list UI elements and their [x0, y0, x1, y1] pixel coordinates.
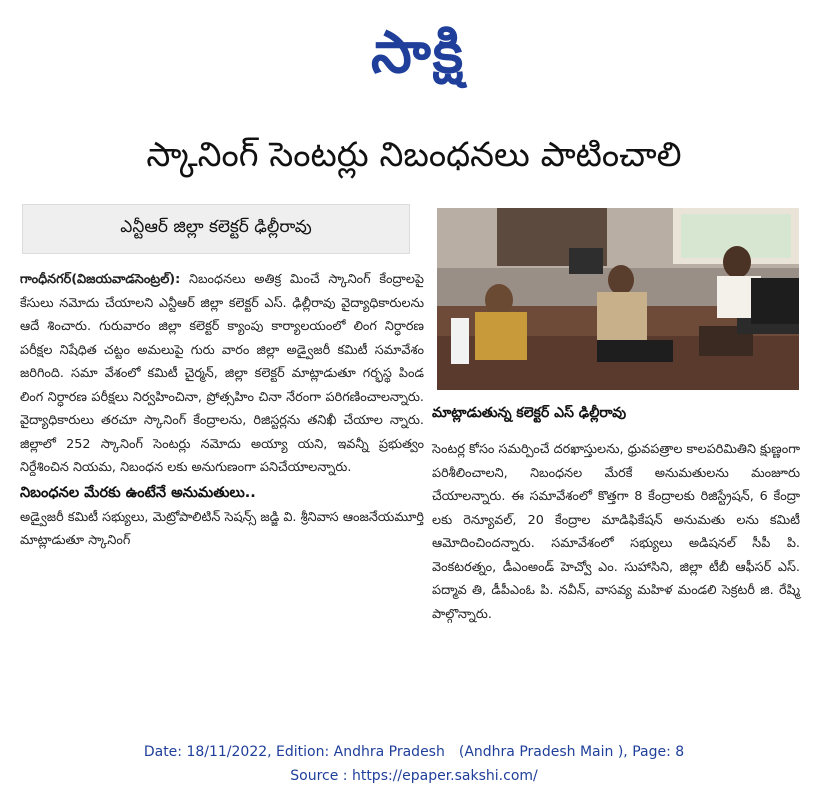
subheadline-text: ఎన్టీఆర్ జిల్లా కలెక్టర్ ఢిల్లీరావు — [120, 217, 312, 237]
photo-caption: మాట్లాడుతున్న కలెక్టర్ ఎస్ ఢిల్లీరావు — [432, 405, 627, 421]
meeting-photo-image — [437, 208, 799, 390]
logo-text: సాక్షి — [370, 17, 466, 86]
article-headline: స్కానింగ్ సెంటర్లు నిబంధనలు పాటించాలి — [146, 135, 682, 175]
footer-date-edition: Date: 18/11/2022, Edition: Andhra Pradesh — [143, 744, 445, 760]
right-paragraph: సెంటర్ల కోసం సమర్పించే దరఖాస్తులను, ధ్రువపత్రాల కాలపరిమితిని క్షుణ్ణంగా పరిశీలించాలని, నిబంధనల మేరకే అనుమతులను మంజూరు చేయాలన్నారు. ఈ సమావేశంలో కొత్తగా 8 కేంద్రాలకు రిజిస్ట్రేషన్, 6 కేంద్రా లకు రెన్యూవల్, 20 కేంద్రాల మాడిఫికేషన్ అనుమతు లను కమిటీ ఆమోదించిందన్నారు. సమావేశంలో సభ్యులు అడిషనల్ సీపీ పి. వెంకటరత్నం, డీఎంఅండ్ హెచ్వో ఎం. సుహాసిని, జిల్లా టీబీ ఆఫీసర్ ఎస్. పద్మావ తి, డీపీఎంఓ పి. నవీన్, వాసవ్య మహిళ మండలి సెక్రటరీ జి. రేష్మి పాల్గొన్నారు. — [432, 442, 800, 622]
section-heading: నిబంధనల మేరకు ఉంటేనే అనుమతులు.. — [20, 484, 256, 501]
left-column — [20, 268, 424, 553]
dateline: గాంధీనగర్(విజయవాడసెంట్రల్): — [20, 272, 181, 287]
footer-section-page: (Andhra Pradesh Main ), Page: 8 — [458, 744, 685, 760]
article-subheadline — [22, 204, 410, 254]
footer-source-line: Source : https://epaper.sakshi.com/ — [290, 768, 538, 784]
sakshi-logo — [318, 18, 518, 100]
left-paragraph-1 — [20, 268, 424, 480]
right-column — [432, 438, 800, 626]
left-paragraph-1-text: నిబంధనలు అతిక్ర మించే స్కానింగ్ కేంద్రాలపై కేసులు నమోదు చేయాలని ఎన్టీఆర్ జిల్లా కలెక్టర్ ఎస్. ఢిల్లీరావు వైద్యాధికారులను ఆదే శించారు. గురువారం జిల్లా కలెక్టర్ క్యాంపు కార్యాలయంలో లింగ నిర్ధారణ పరీక్షల నిషేధిత చట్టం అమలుపై గురు వారం జిల్లా అడ్వైజరీ కమిటీ సమావేశం జరిగింది. సమా వేశంలో కమిటీ చైర్మన్, జిల్లా కలెక్టర్ మాట్లాడుతూ గర్భస్థ పిండ లింగ నిర్ధారణ పరీక్షలు నిర్వహించినా, ప్రోత్సహిం చినా నేరంగా పరిగణించాలన్నారు. వైద్యాధికారులు తరచూ స్కానింగ్ కేంద్రాలను, రిజిస్టర్లను తనిఖీ చేయాల న్నారు. జిల్లాలో 252 స్కానింగ్ సెంటర్లు నమోదు అయ్యా యని, ఇవన్నీ ప్రభుత్వం నిర్దేశించిన నియమ, నిబంధన లకు అనుగుణంగా పనిచేయాలన్నారు. — [20, 272, 424, 475]
left-paragraph-2: అడ్వైజరీ కమిటీ సభ్యులు, మెట్రోపాలిటిన్ సెషన్స్ జడ్జి వి. శ్రీనివాస ఆంజనేయమూర్తి మాట్లాడుతూ స్కానింగ్ — [20, 509, 424, 548]
footer-edition-line — [0, 744, 828, 760]
article-photo — [437, 208, 799, 390]
